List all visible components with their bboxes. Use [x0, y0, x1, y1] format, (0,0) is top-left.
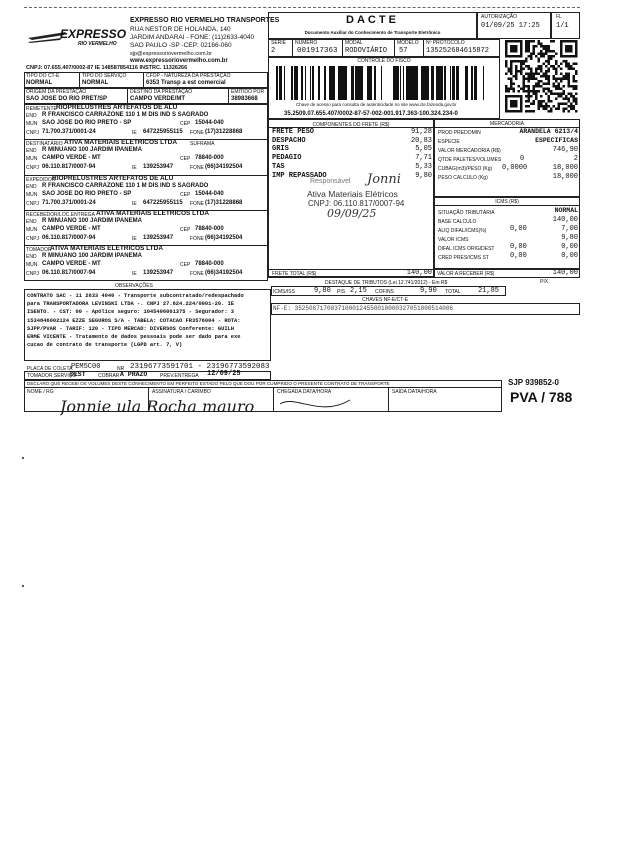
emitter-cnpj: CNPJ: 07.655.407/0002-87 IE 148587854116 INSTRC. 11326266 [26, 65, 188, 71]
frete-item-value: 20,83 [410, 136, 432, 145]
recebedor-mun-label: MUN [26, 227, 38, 233]
remetente-cep-label: CEP [180, 121, 191, 127]
frete-item-name: FRETE PESO [272, 128, 315, 136]
frete-item-name: PEDAGIO [272, 154, 302, 163]
base-calc-value: 140,00 [552, 216, 578, 224]
difal-dest: 0,00 [561, 243, 578, 251]
qtde-volumes: 2 [573, 155, 578, 163]
numero-value: 001917363 [297, 47, 338, 55]
modelo-label: MODELO [397, 40, 419, 46]
emitter-address1: RUA NESTOR DE HOLANDA, 140 [130, 26, 231, 33]
recebedor-cnpj-label: CNPJ [26, 236, 40, 242]
frete-item-name: DESPACHO [272, 136, 306, 145]
trib-cofins-label: COFINS [375, 289, 394, 295]
emitter-email: sjp@expressoriovermelho.com.br [130, 51, 213, 57]
valor-icms-label: VALOR ICMS [438, 237, 469, 243]
destinatario-label: DESTINATÁRIO [26, 141, 63, 147]
frete-item-value: 5,05 [415, 145, 432, 154]
tomador-label: TOMADOR [26, 247, 52, 253]
scan-speck [22, 585, 24, 587]
observacao-line: SJPP/PVAR - TARIF: 120 - TIPO MERCAD: DIVERSOS Conferente: GUILH [27, 325, 235, 332]
tipo-servico-value: NORMAL [82, 80, 109, 86]
recebedor-cep: 78840-000 [195, 226, 224, 232]
emitido-label: EMITIDO POR [231, 89, 265, 95]
destinatario-end-label: END [26, 148, 37, 154]
tributos-header: DESTAQUE DE TRIBUTOS (Lei 12.741/2012) - Em R$ [325, 280, 448, 286]
especie-value: ESPECIFICAS [535, 137, 578, 144]
peso-calc-value: 18,000 [552, 173, 578, 181]
expedidor-fone-label: FONE [190, 201, 204, 207]
prod-value: ARANDELA 6213/4 [519, 128, 578, 135]
emitter-name: EXPRESSO RIO VERMELHO TRANSPORTES [130, 17, 280, 24]
origem-value: SAO JOSE DO RIO PRET/SP [26, 96, 108, 102]
trib-icms-label: ICMS/ISS [273, 289, 295, 295]
icms-header: ICMS (R$) [495, 199, 519, 205]
aliq-difal: 0,00 [510, 225, 527, 233]
recebedor-name: ATIVA MATERIAIS ELETRICOS LTDA [96, 210, 210, 217]
pva-code: PVA / 788 [510, 389, 573, 405]
dacte-subtitle: Documento Auxiliar do Conhecimento de Transporte Eletrônico [304, 30, 441, 35]
observacao-line: ISENTO. - CST: 00 - Apólice seguro: 1045406001375 - Segurador: 3 [27, 309, 235, 316]
destinatario-fone-label: FONE [190, 165, 204, 171]
remetente-end-label: END [26, 113, 37, 119]
recebedor-end-label: END [26, 219, 37, 225]
placa-value: PEM5C00 [71, 363, 101, 371]
tomador-mun: CAMPO VERDE - MT [42, 261, 101, 267]
destinatario-name: ATIVA MATERIAIS ELETRICOS LTDA [64, 139, 178, 146]
mercadoria-header: MERCADORIA [490, 121, 524, 127]
folha-label: FL [556, 14, 562, 20]
folha-value: 1/1 [556, 22, 569, 30]
chaves-label: CHAVES NF-E/CT-E [362, 297, 409, 303]
recebedor-end: R MINUANO 100 JARDIM IPANEMA [42, 218, 142, 224]
expedidor-name: RIOPRELUSTRES ARTEFATOS DE ALU [52, 175, 174, 182]
prev-label: PREV.ENTREGA [160, 373, 199, 379]
expedidor-mun: SAO JOSE DO RIO PRETO - SP [42, 191, 132, 197]
qr-code [505, 40, 580, 117]
chave-hint: Chave de acesso para consulta de autenticidade no site www.cte.fazenda.gov.br [296, 102, 457, 107]
expedidor-mun-label: MUN [26, 192, 38, 198]
top-dashed-rule [24, 7, 580, 8]
tomador-cep-label: CEP [180, 262, 191, 268]
dacte-title: DACTE [346, 14, 399, 26]
sit-trib-label: SITUAÇÃO TRIBUTÁRIA [438, 210, 495, 216]
observacoes-header: OBSERVAÇÕES [115, 283, 153, 289]
logo-subtext: RIO VERMELHO [78, 41, 117, 47]
frete-item-name: IMP REPASSADO [272, 171, 327, 180]
destinatario-cnpj-label: CNPJ [26, 165, 40, 171]
remetente-name: RIOPRELUSTRES ARTEFATOS DE ALU [56, 104, 178, 111]
expedidor-cnpj-label: CNPJ [26, 201, 40, 207]
remetente-label: REMETENTE [26, 106, 57, 112]
cobrar-value: A PRAZO [120, 371, 148, 378]
remetente-end: R FRANCISCO CARRAZONE 110 1 M DIS IND S SAGRADO [42, 112, 209, 118]
difal-label: DIFAL ICMS ORIG/DEST [438, 246, 495, 252]
tipo-servico-label: TIPO DO SERVIÇO [82, 73, 127, 79]
prod-label: PROD PREDOMIN [438, 130, 481, 136]
remetente-cnpj: 71.700.371/0001-24 [42, 129, 96, 135]
modelo-value: 57 [399, 47, 408, 55]
remetente-mun: SAO JOSE DO RIO PRETO - SP [42, 120, 132, 126]
destinatario-suframa-label: SUFRAMA [190, 141, 215, 147]
autorizacao-value: 01/09/25 17:25 [481, 22, 540, 30]
emitter-address3: SAO PAULO -SP -CEP: 02166-060 [130, 42, 232, 49]
protocolo-label: Nº PROTOCOLO [426, 40, 465, 46]
aliq-icms: 7,00 [561, 225, 578, 233]
tipo-cte-label: TIPO DO CT-E [26, 73, 60, 79]
trib-total-value: 21,85 [478, 287, 500, 295]
pix-label: PIX [540, 279, 549, 285]
tomador-servico-label: TOMADOR SERVIÇO [27, 373, 77, 379]
observacao-line: 1534846002124 EZZE SEGUROS S/A - TABELA: COTACAO FR3576004 - ROTA: [27, 317, 241, 324]
recebedor-fone: (66)34192504 [205, 235, 243, 241]
cred-pres: 0,00 [510, 252, 527, 260]
cfop-value: 6353 Transp a est comercial [146, 80, 226, 86]
declaracao-text: DECLARO QUE RECEBI OS VOLUMES DESTE CONHECIMENTO EM PERFEITO ESTADO PELO QUE DOU POR CUMPRIDO O PRESENTE CONTRATO DE TRANSPORTE [27, 381, 390, 386]
cubag-value: 0,0000 [502, 164, 528, 172]
recebedor-cep-label: CEP [180, 227, 191, 233]
stamp-date: 09/09/25 [327, 207, 377, 220]
recebedor-mun: CAMPO VERDE - MT [42, 226, 101, 232]
chave-value: 35.2509.07.655.407/0002-87-57-002-001.917.363-100.324.234-0 [284, 111, 458, 117]
tomador-cnpj: 06.110.817/0007-94 [42, 270, 96, 276]
modal-label: MODAL [345, 40, 363, 46]
emitter-site: www.expressoriovermelho.com.br [130, 58, 228, 64]
destinatario-end: R MINUANO 100 JARDIM IPANEMA [42, 147, 142, 153]
serie-value: 2 [271, 47, 276, 55]
emitido-value: 38983668 [231, 96, 258, 102]
stamp-name: Ativa Materiais Elétricos [307, 189, 398, 199]
destinatario-ie: 139253947 [143, 164, 174, 170]
valor-mercadoria-label: VALOR MERCADORIA (R$) [438, 148, 501, 154]
recebedor-cnpj: 06.110.817/0007-94 [42, 235, 96, 241]
tomador-name: ATIVA MATERIAIS ELETRICOS LTDA [50, 245, 164, 252]
cred-label: CRED PRES/ICMS ST [438, 255, 489, 261]
cobrar-label: COBRAR [98, 373, 120, 379]
trib-pis-label: PIS [337, 289, 346, 295]
signature-text: Jonnie ula Rocha mauro [60, 397, 255, 416]
peso-calc-label: PESO CALCULO (Kg) [438, 175, 488, 181]
observacao-line: ERME VICENTE - Tratamento de dados pessoais pode ser dado para exe [27, 334, 241, 340]
nr-value: 23196773591701 - 23196773592083 [130, 363, 270, 371]
remetente-mun-label: MUN [26, 121, 38, 127]
remetente-fone-label: FONE [190, 130, 204, 136]
destinatario-cep-label: CEP [180, 156, 191, 162]
trib-icms-value: 9,80 [314, 287, 331, 295]
nr-label: NR [117, 366, 125, 372]
autorizacao-label: AUTORIZAÇÃO [481, 14, 518, 20]
observacao-line: cucao de contrato de transporte (LGPD art. 7, V) [27, 342, 183, 349]
tomador-cnpj-label: CNPJ [26, 271, 40, 277]
qtde-label: QTDE PALETES/VOLUMES [438, 157, 502, 163]
destinatario-mun-label: MUN [26, 156, 38, 162]
saida-label: SAÍDA DATA/HORA [392, 389, 437, 395]
frete-item-value: 9,80 [415, 171, 432, 180]
difal-orig: 0,00 [510, 243, 527, 251]
sjp-code: SJP 939852-0 [508, 378, 560, 387]
serie-label: SÉRIE [271, 40, 287, 46]
frete-item-name: TAS [272, 162, 285, 171]
expedidor-cep: 15044-040 [195, 191, 224, 197]
cred-st: 0,00 [561, 252, 578, 260]
cubag-label: CUBAG(m3)/PESO (Kg) [438, 166, 493, 172]
chegada-label: CHEGADA DATA/HORA [277, 389, 332, 395]
trib-cofins-value: 9,90 [420, 287, 437, 295]
expedidor-label: EXPEDIDOR [26, 177, 56, 183]
destino-value: CAMPO VERDE/MT [130, 96, 186, 102]
destinatario-cnpj: 06.110.817/0007-94 [42, 164, 96, 170]
nome-rg-label: NOME / RG [27, 389, 54, 395]
expedidor-end-label: END [26, 184, 37, 190]
tomador-end-label: END [26, 254, 37, 260]
received-stamp [305, 172, 435, 222]
modal-value: RODOVIÁRIO [345, 47, 388, 55]
emitter-address2: JARDIM ANDARAI - FONE: (11)2633-4040 [130, 34, 255, 41]
expedidor-ie: 647225955115 [143, 200, 183, 206]
controle-fisco-label: CONTROLE DO FISCO [357, 58, 411, 64]
trib-pis-value: 2,15 [350, 287, 367, 295]
remetente-ie-label: IE [132, 130, 137, 136]
placa-label: PLACA DE COLETA [27, 366, 73, 372]
cfop-label: CFOP - NATUREZA DA PRESTAÇÃO [146, 73, 231, 79]
tomador-fone-label: FONE [190, 271, 204, 277]
frete-item-name: GRIS [272, 145, 289, 154]
frete-item-value: 5,33 [415, 162, 432, 171]
access-key-barcode [276, 66, 492, 100]
tomador-cep: 78840-000 [195, 261, 224, 267]
destinatario-fone: (66)34192504 [205, 164, 243, 170]
destinatario-ie-label: IE [132, 165, 137, 171]
tomador-end: R MINUANO 100 JARDIM IPANEMA [42, 253, 142, 259]
remetente-cep: 15044-040 [195, 120, 224, 126]
base-calc-label: BASE CALCULO [438, 219, 477, 225]
expedidor-cep-label: CEP [180, 192, 191, 198]
frete-header: COMPONENTES DO FRETE (R$) [312, 122, 390, 128]
chave-nfe: NF-E: 35250871700371000124550010000327051000514006 [273, 305, 454, 312]
recebedor-label: RECEBEDOR/LOC.ENTREGA [26, 212, 95, 218]
prev-value: 12/09/25 [207, 370, 241, 378]
company-logo [26, 24, 126, 48]
recebedor-ie: 139253947 [143, 235, 174, 241]
observacao-line: para TRANSPORTADORA LEVINSKI LTDA -. CNPJ 27.624.224/0001-20. IE [27, 301, 235, 308]
valor-icms-value: 9,80 [561, 234, 578, 242]
handwritten-signature [60, 390, 360, 420]
scan-speck [22, 457, 24, 459]
observacao-line: CONTRATO SAC - 11 2633 4040 - Transporte subcontratado/redespachado [27, 293, 244, 299]
aliq-label: ALIQ DIFAL/ICMS(%) [438, 228, 487, 234]
trib-total-label: TOTAL [445, 289, 461, 295]
destinatario-cep: 78840-000 [195, 155, 224, 161]
origem-label: ORIGEM DA PRESTAÇÃO [26, 89, 87, 95]
receber-label: VALOR A RECEBER (R$) [437, 271, 495, 277]
numero-label: NÚMERO [295, 40, 318, 46]
tomador-mun-label: MUN [26, 262, 38, 268]
recebedor-ie-label: IE [132, 236, 137, 242]
especie-label: ESPECIE [438, 139, 460, 145]
expedidor-ie-label: IE [132, 201, 137, 207]
cubag-peso: 18,000 [552, 164, 578, 172]
qtde-paletes: 0 [520, 155, 525, 163]
remetente-ie: 647225955115 [143, 129, 183, 135]
tomador-ie-label: IE [132, 271, 137, 277]
protocolo-value: 135252684615872 [426, 47, 490, 55]
frete-total-label: FRETE TOTAL (R$) [272, 271, 317, 277]
recebedor-fone-label: FONE [190, 236, 204, 242]
remetente-fone: (17)31228868 [205, 129, 243, 135]
remetente-cnpj-label: CNPJ [26, 130, 40, 136]
stamp-responsavel: Responsável [310, 178, 351, 185]
destinatario-mun: CAMPO VERDE - MT [42, 155, 101, 161]
stamp-cnpj: CNPJ: 06.110.817/0007-94 [308, 199, 405, 208]
logo-text: EXPRESSO [60, 27, 126, 41]
tomador-ie: 139253947 [143, 270, 174, 276]
frete-total-value: 140,00 [406, 269, 432, 277]
expedidor-end: R FRANCISCO CARRAZONE 110 1 M DIS IND S SAGRADO [42, 183, 209, 189]
tipo-cte-value: NORMAL [26, 80, 53, 86]
tomador-servico-value: DEST [70, 371, 86, 378]
valor-mercadoria-value: 746,90 [552, 146, 578, 154]
tomador-fone: (66)34192504 [205, 270, 243, 276]
stamp-initials: Jonni [367, 172, 401, 187]
expedidor-cnpj: 71.700.371/0001-24 [42, 200, 96, 206]
sit-trib-value: NORMAL [554, 207, 578, 214]
assinatura-label: ASSINATURA / CARIMBO [152, 389, 211, 395]
destino-label: DESTINO DA PRESTAÇÃO [130, 89, 193, 95]
frete-item-value: 7,71 [415, 154, 432, 163]
receber-value: 140,00 [552, 269, 578, 277]
expedidor-fone: (17)31228868 [205, 200, 243, 206]
frete-item-value: 91,28 [410, 128, 432, 136]
